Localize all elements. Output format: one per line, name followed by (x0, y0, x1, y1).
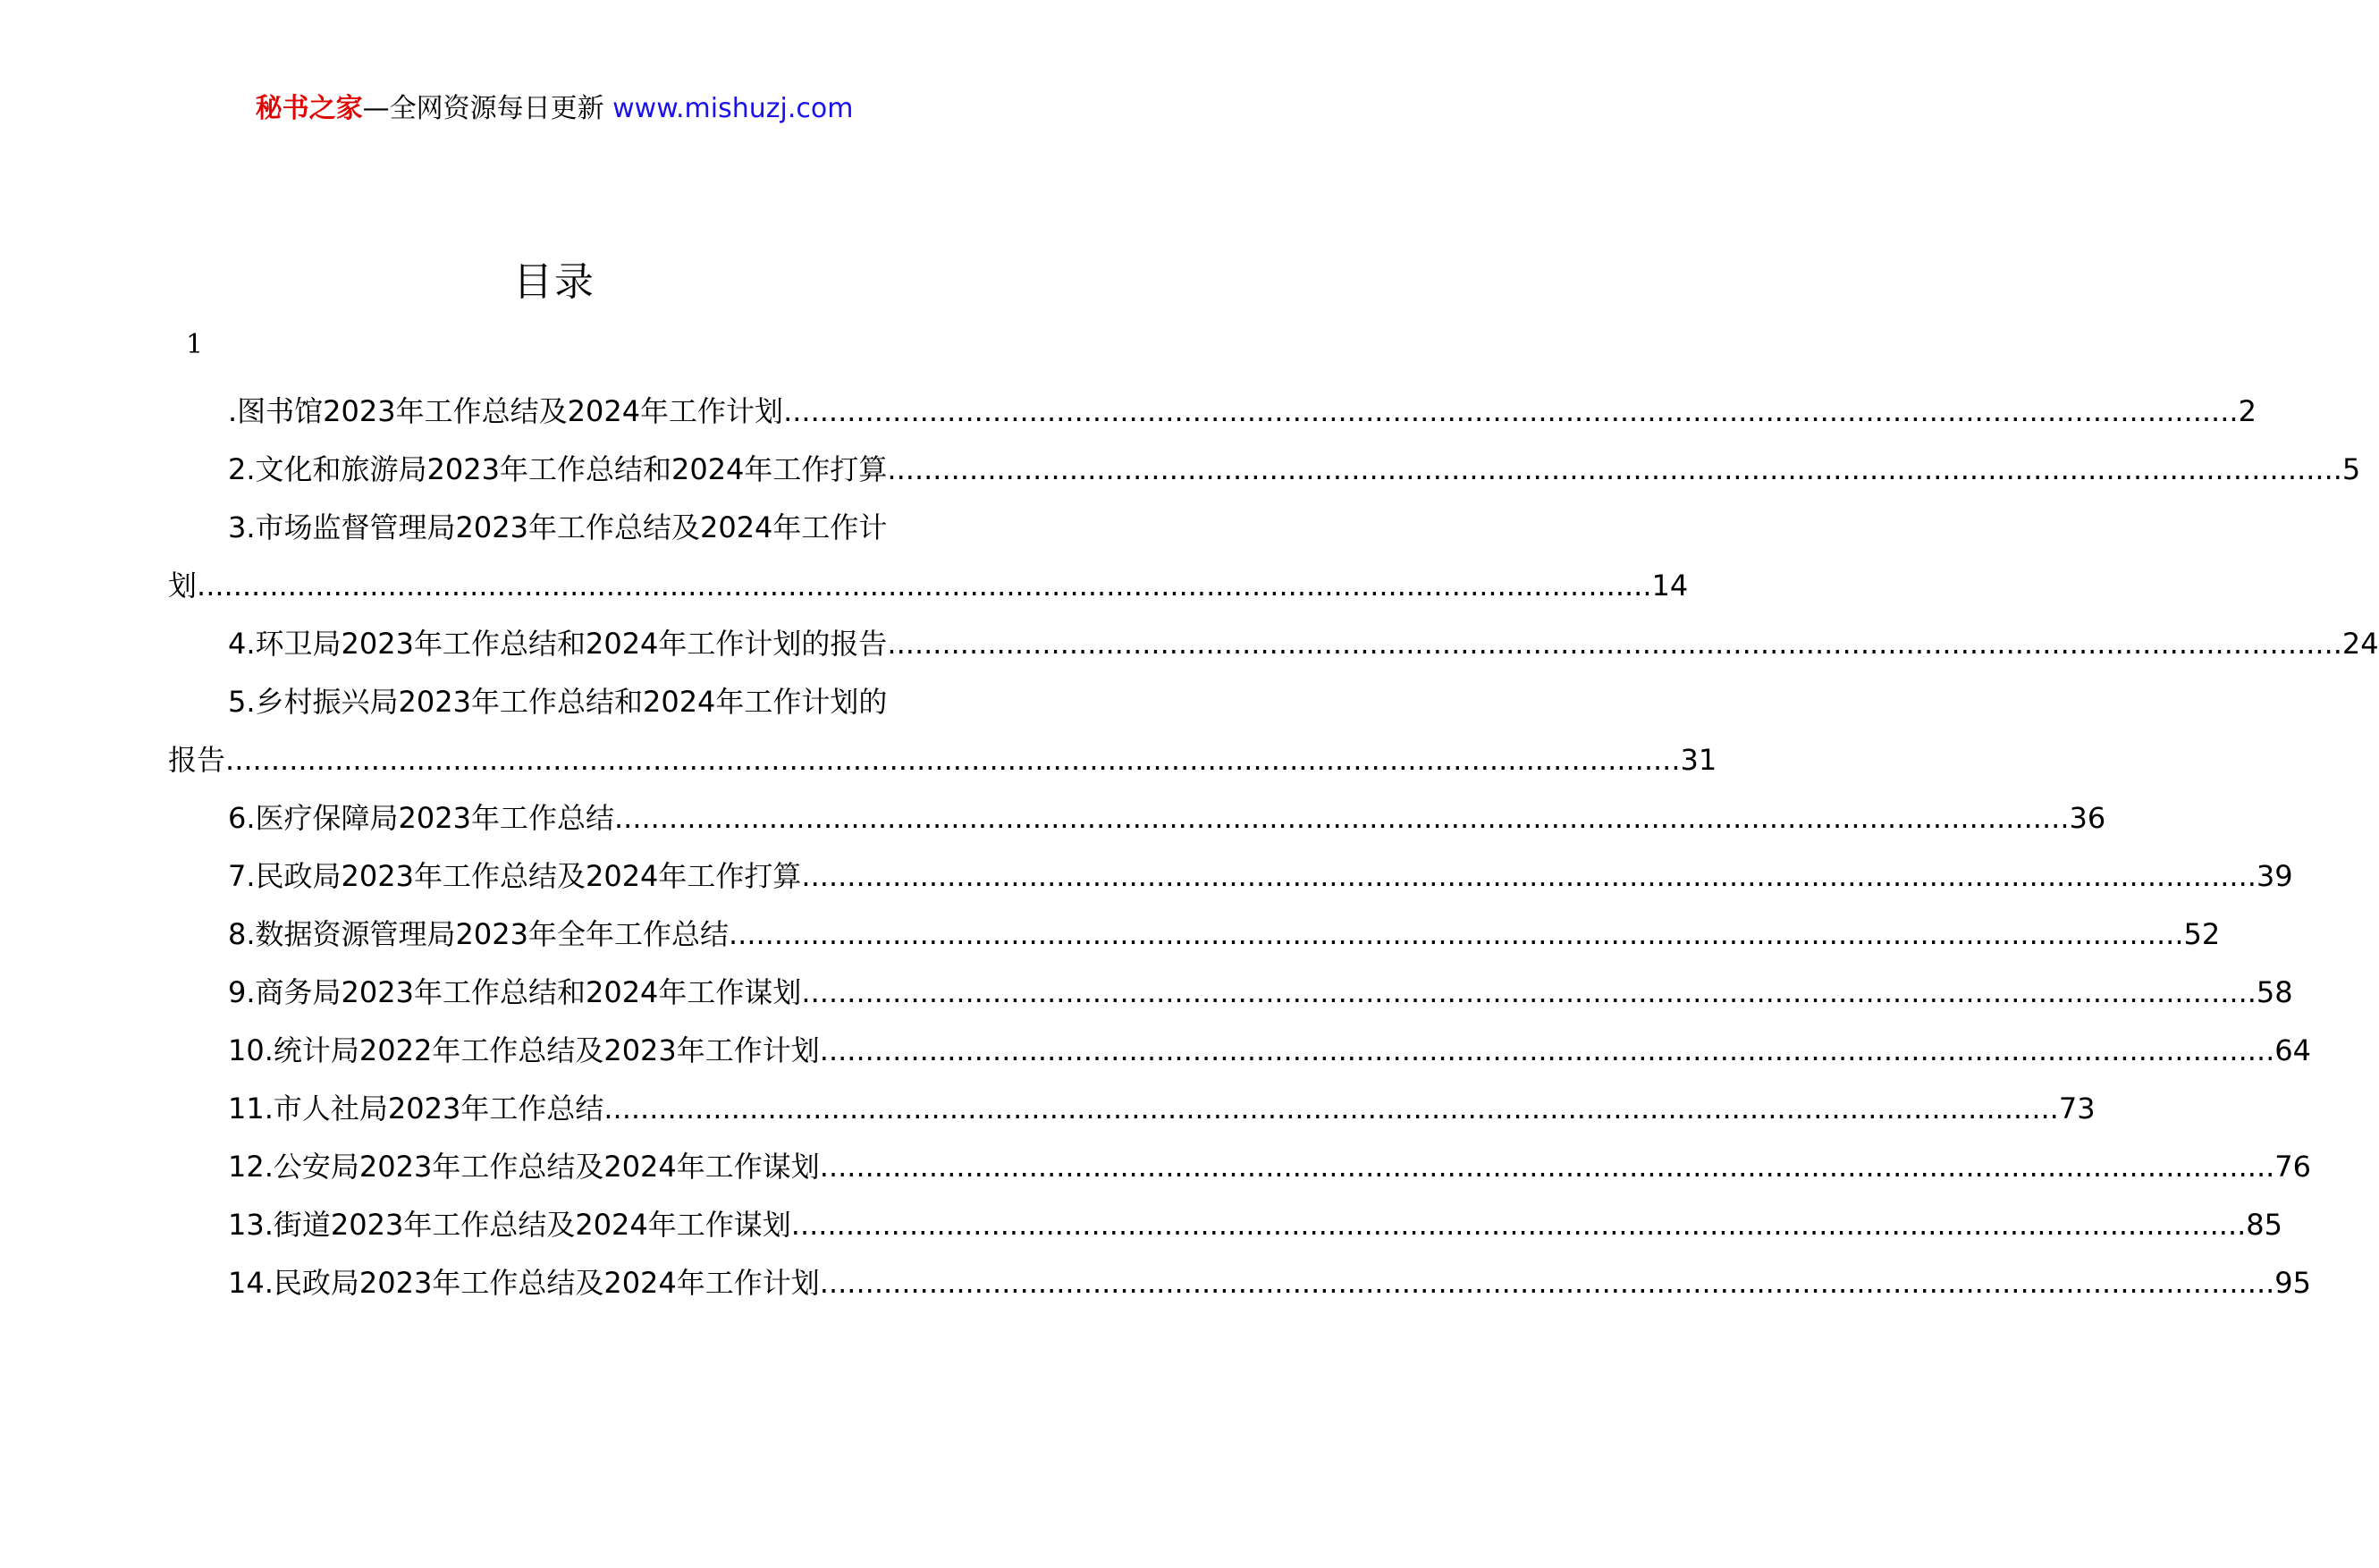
dot-leader: ................................................................................................................................................................ (887, 627, 2342, 661)
toc-entry[interactable] (168, 964, 2293, 1022)
toc-page-number: 52 (2183, 917, 2221, 951)
toc-entry-title: 6.医疗保障局2023年工作总结 (228, 801, 614, 835)
toc-page-number: 58 (2256, 975, 2293, 1009)
dot-leader: ................................................................................................................................................................ (819, 1150, 2275, 1184)
toc-entry-title-continued: 报告 (168, 743, 226, 777)
toc-entry-title: 2.文化和旅游局2023年工作总结和2024年工作打算 (228, 452, 888, 486)
dot-leader: ................................................................................................................................................................ (225, 743, 1681, 777)
toc-entry[interactable] (168, 673, 942, 731)
banner-slogan: —全网资源每日更新 (362, 93, 604, 124)
toc-entry-title: 3.市场监督管理局2023年工作总结及2024年工作计 (228, 510, 888, 544)
page-title: 目录 (513, 259, 595, 305)
toc-entry-title: 8.数据资源管理局2023年全年工作总结 (228, 917, 729, 951)
toc-entry[interactable] (168, 1254, 2311, 1312)
toc-page-number: 14 (1651, 569, 1689, 603)
toc-entry[interactable] (168, 441, 2361, 499)
dot-leader: ................................................................................................................................................................ (819, 1033, 2275, 1067)
toc-entry[interactable] (168, 906, 2221, 964)
toc-entry-title-continued: 划 (168, 569, 198, 603)
site-banner (0, 89, 1109, 129)
dot-leader: ................................................................................................................................................................ (801, 859, 2257, 893)
toc-page-number: 85 (2246, 1208, 2282, 1242)
toc-entry-continuation[interactable] (168, 731, 1717, 789)
toc-page-number: 36 (2069, 801, 2106, 835)
dot-leader: ................................................................................................................................................................ (197, 569, 1652, 603)
toc-page-number: 95 (2274, 1266, 2311, 1300)
toc-page-number: 73 (2058, 1092, 2096, 1125)
toc-entry[interactable] (168, 383, 2257, 441)
toc-entry[interactable] (168, 615, 2379, 673)
stray-list-number: 1 (186, 329, 204, 360)
toc-page-number: 24 (2341, 627, 2379, 661)
toc-entry-title: 9.商务局2023年工作总结和2024年工作谋划 (228, 975, 802, 1009)
dot-leader: ................................................................................................................................................................ (603, 1092, 2059, 1125)
dot-leader: ................................................................................................................................................................ (801, 975, 2257, 1009)
toc-entry-title: .图书馆2023年工作总结及2024年工作计划 (228, 394, 784, 428)
dot-leader: ................................................................................................................................................................ (790, 1208, 2247, 1242)
toc-page-number: 5 (2341, 452, 2361, 486)
toc-entry-title: 5.乡村振兴局2023年工作总结和2024年工作计划的 (228, 685, 888, 719)
dot-leader: ................................................................................................................................................................ (783, 394, 2239, 428)
toc-page-number: 39 (2256, 859, 2293, 893)
toc-entry[interactable] (168, 1138, 2311, 1196)
toc-entry-title: 13.街道2023年工作总结及2024年工作谋划 (228, 1208, 791, 1242)
toc-entry-title: 10.统计局2022年工作总结及2023年工作计划 (228, 1033, 820, 1067)
dot-leader: ................................................................................................................................................................ (613, 801, 2070, 835)
dot-leader: ................................................................................................................................................................ (887, 452, 2342, 486)
table-of-contents (168, 383, 2379, 1312)
toc-entry-title: 11.市人社局2023年工作总结 (228, 1092, 604, 1125)
toc-entry[interactable] (168, 1022, 2311, 1080)
toc-page-number: 64 (2274, 1033, 2311, 1067)
toc-entry[interactable] (168, 789, 2106, 847)
toc-page-number: 76 (2274, 1150, 2311, 1184)
toc-entry-title: 7.民政局2023年工作总结及2024年工作打算 (228, 859, 802, 893)
site-url-link[interactable]: www.mishuzj.com (612, 93, 854, 124)
toc-entry-title: 14.民政局2023年工作总结及2024年工作计划 (228, 1266, 820, 1300)
toc-entry[interactable] (168, 847, 2293, 906)
toc-entry-title: 12.公安局2023年工作总结及2024年工作谋划 (228, 1150, 820, 1184)
toc-entry-continuation[interactable] (168, 557, 1689, 615)
toc-page-number: 31 (1680, 743, 1717, 777)
toc-entry[interactable] (168, 1196, 2282, 1254)
brand-name: 秘书之家 (255, 93, 363, 124)
toc-entry[interactable] (168, 499, 942, 557)
dot-leader: ................................................................................................................................................................ (728, 917, 2184, 951)
toc-entry[interactable] (168, 1080, 2096, 1138)
toc-entry-title: 4.环卫局2023年工作总结和2024年工作计划的报告 (228, 627, 888, 661)
toc-page-number: 2 (2238, 394, 2257, 428)
dot-leader: ................................................................................................................................................................ (819, 1266, 2275, 1300)
